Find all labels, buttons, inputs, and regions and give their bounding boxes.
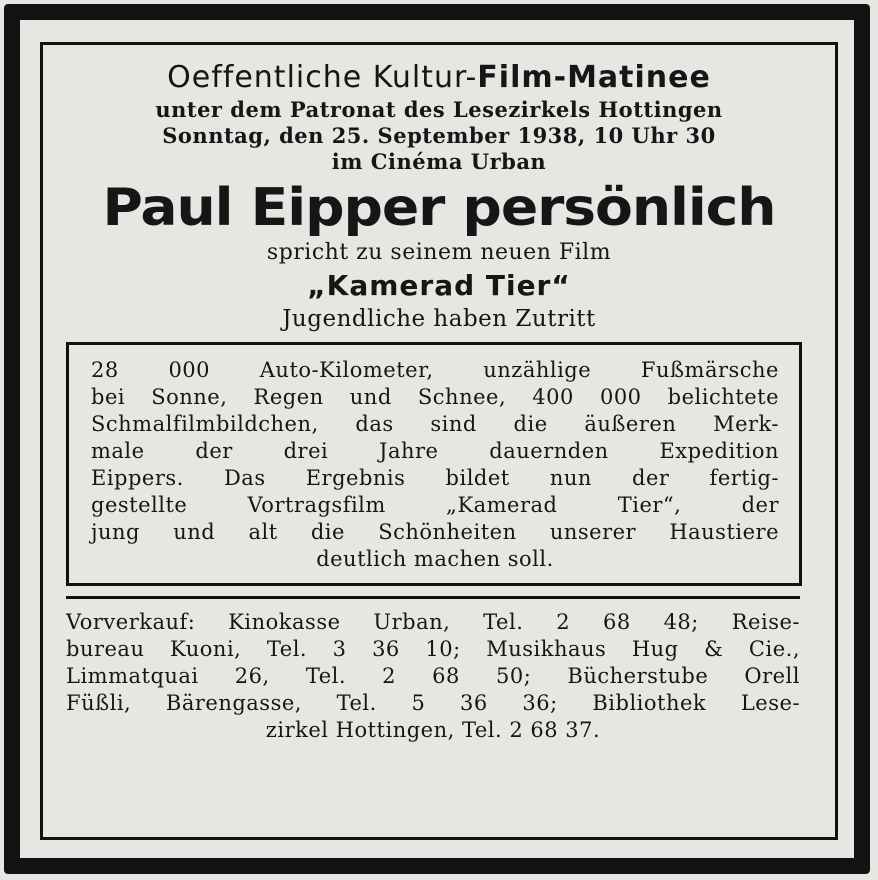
- box-line: gestellte Vortragsfilm „Kamerad Tier“, der: [91, 493, 779, 517]
- venue-line: im Cinéma Urban: [331, 149, 547, 174]
- date-line: Sonntag, den 25. September 1938, 10 Uhr 30: [162, 123, 716, 148]
- patronage-line: unter dem Patronat des Lesezirkels Hottingen: [155, 97, 723, 122]
- advertisement: [48, 56, 830, 826]
- box-line: 28 000 Auto-Kilometer, unzählige Fußmärsche: [91, 358, 779, 382]
- box-line: bei Sonne, Regen und Schnee, 400 000 belichtete: [91, 385, 779, 409]
- headline: Paul Eipper persönlich: [102, 178, 776, 238]
- sales-line: bureau Kuoni, Tel. 3 36 10; Musikhaus Hug & Cie.,: [66, 637, 800, 661]
- title-bold: Film-Matinee: [477, 60, 711, 95]
- ad-title: [48, 60, 830, 95]
- youth-line: Jugendliche haben Zutritt: [282, 306, 596, 332]
- film-title: „Kamerad Tier“: [307, 269, 571, 302]
- presale-info: [66, 609, 800, 744]
- box-line: jung und alt die Schönheiten unserer Haustiere: [91, 520, 779, 544]
- divider: [66, 596, 800, 599]
- sales-line: zirkel Hottingen, Tel. 2 68 37.: [265, 718, 601, 742]
- box-line: Eippers. Das Ergebnis bildet nun der fertig-: [91, 466, 779, 490]
- box-line: deutlich machen soll.: [316, 547, 554, 571]
- speaks-line: spricht zu seinem neuen Film: [266, 240, 612, 265]
- box-line: male der drei Jahre dauernden Expedition: [91, 439, 779, 463]
- box-line: Schmalfilmbildchen, das sind die äußeren Merk-: [91, 412, 779, 436]
- description-box: [66, 342, 802, 586]
- sales-line: Vorverkauf: Kinokasse Urban, Tel. 2 68 48; Reise-: [66, 610, 800, 634]
- title-prefix: Oeffentliche Kultur-: [167, 60, 478, 95]
- sales-line: Limmatquai 26, Tel. 2 68 50; Bücherstube Orell: [66, 664, 800, 688]
- sales-line: Füßli, Bärengasse, Tel. 5 36 36; Bibliothek Lese-: [66, 691, 800, 715]
